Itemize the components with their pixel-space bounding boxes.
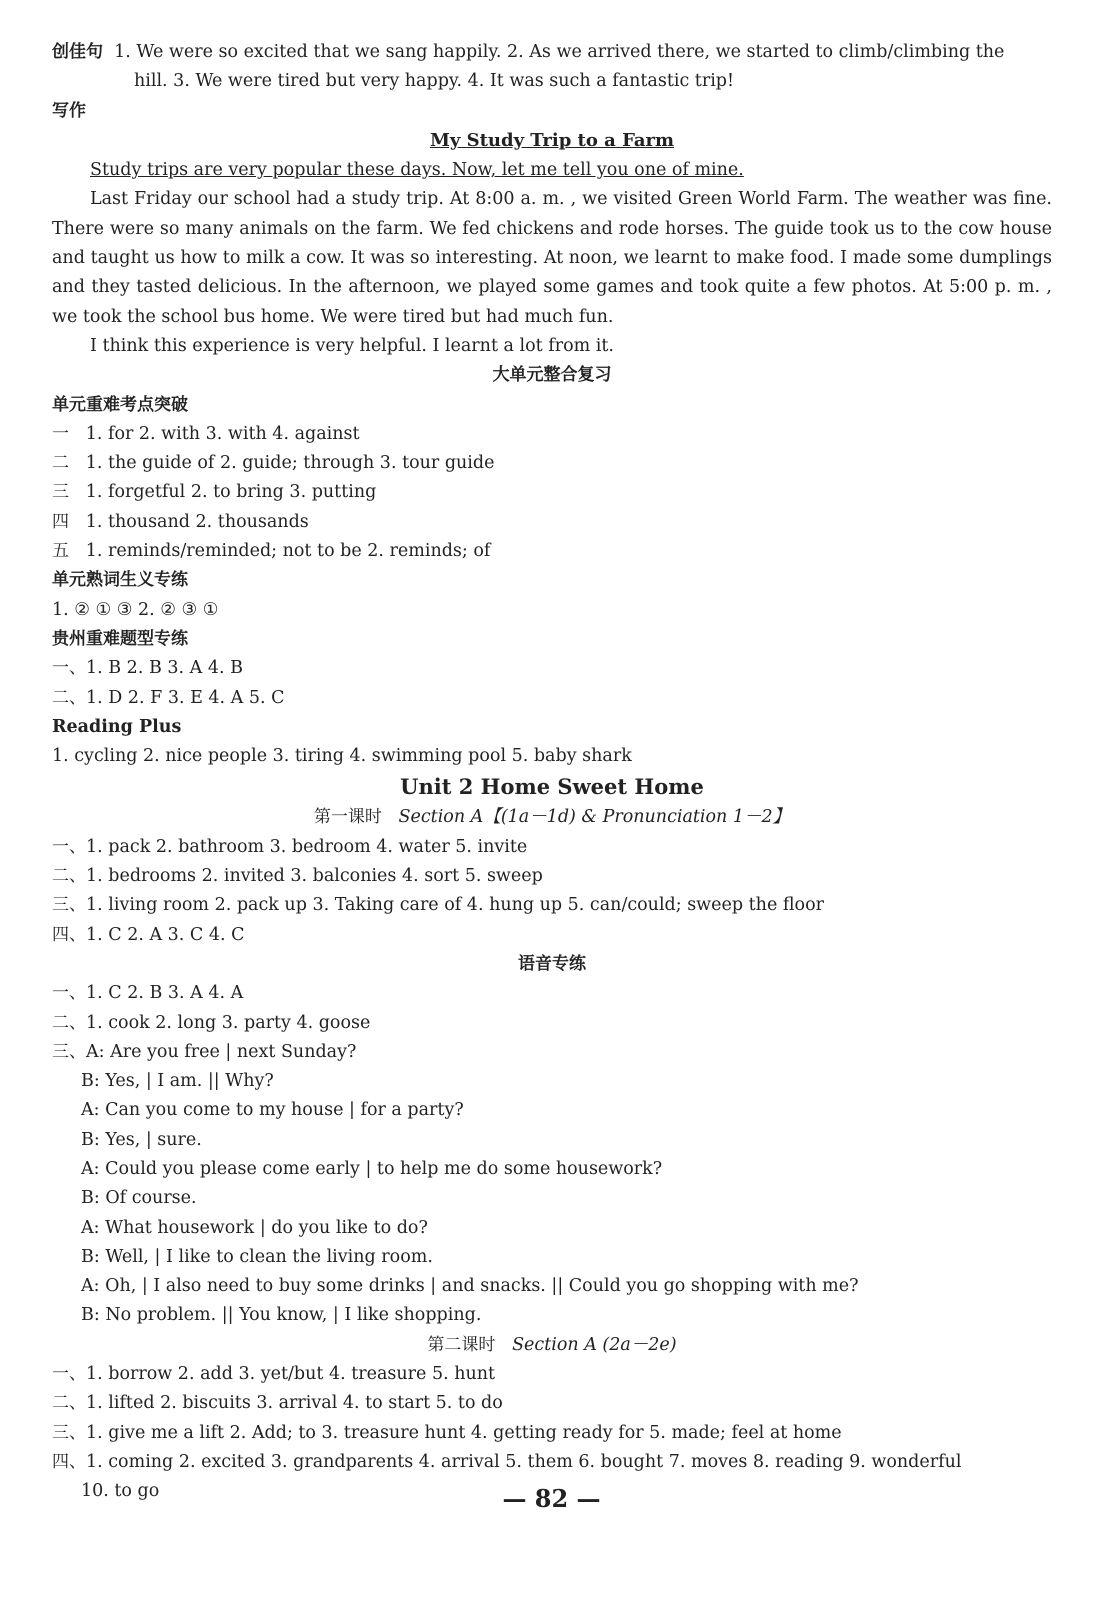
- dialogue-text: A: Are you free | next Sunday?: [86, 1041, 357, 1062]
- essay-intro: Study trips are very popular these days. Now, let me tell you one of mine.: [90, 160, 744, 181]
- row-label: 一: [52, 423, 69, 444]
- row-answers: 1. coming 2. excited 3. grandparents 4. arrival 5. them 6. bought 7. moves 8. reading 9. wonderful: [86, 1451, 962, 1472]
- row-label: 二、: [52, 1012, 86, 1033]
- unit-title: Unit 2 Home Sweet Home: [400, 774, 704, 800]
- essay-intro-line: [52, 156, 1052, 185]
- row-answers: 1. cook 2. long 3. party 4. goose: [86, 1012, 371, 1033]
- row-label: 二、: [52, 687, 86, 708]
- essay-paragraph-2: I think this experience is very helpful. I learnt a lot from it.: [90, 335, 614, 356]
- writing-label-line: [52, 97, 1052, 126]
- row-answers: 1. borrow 2. add 3. yet/but 4. treasure 5. hunt: [86, 1364, 496, 1385]
- review-row: [52, 654, 1052, 683]
- row-label: 五: [52, 541, 69, 562]
- dialogue-line: A: Can you come to my house | for a party?: [81, 1100, 464, 1121]
- review-section-3-title: 贵州重难题型专练: [52, 628, 188, 649]
- dialogue-line: [52, 1038, 1052, 1067]
- writing-label: 写作: [52, 100, 86, 121]
- dialogue-line: B: Yes, | I am. || Why?: [81, 1071, 274, 1092]
- row-label: 三、: [52, 1041, 86, 1062]
- lesson-row: [52, 891, 1052, 920]
- row-answers: 1. B 2. B 3. A 4. B: [86, 658, 243, 679]
- lesson-row: [52, 833, 1052, 862]
- row-answers: 1. forgetful 2. to bring 3. putting: [85, 482, 377, 503]
- lesson-row: [52, 921, 1052, 950]
- page-number: — 82 —: [502, 1484, 601, 1513]
- essay-title-line: [52, 126, 1052, 156]
- lesson-2-section: Section A (2a－2e): [512, 1334, 677, 1355]
- row-label: 三、: [52, 1422, 86, 1443]
- chuangjiaju-label: 创佳句: [52, 42, 103, 62]
- phonics-row: [52, 1009, 1052, 1038]
- lesson-1-heading: [52, 803, 1052, 832]
- dialogue-line: A: What housework | do you like to do?: [81, 1217, 428, 1238]
- row-label: 一、: [52, 983, 86, 1004]
- row-answers: 1. thousand 2. thousands: [85, 511, 309, 532]
- row-label: 二: [52, 453, 69, 474]
- row-answers: 1. D 2. F 3. E 4. A 5. C: [86, 687, 285, 708]
- review-section-1-title: 单元重难考点突破: [52, 394, 188, 415]
- row-answers: 1. for 2. with 3. with 4. against: [85, 423, 360, 444]
- lesson-row: [52, 1389, 1052, 1418]
- chuangjiaju-line-1: [52, 38, 1052, 67]
- review-row: [52, 684, 1052, 713]
- row-answers: 1. give me a lift 2. Add; to 3. treasure hunt 4. getting ready for 5. made; feel at home: [86, 1422, 842, 1443]
- lesson-row: [52, 862, 1052, 891]
- dialogue-line: A: Oh, | I also need to buy some drinks | and snacks. || Could you go shopping with me?: [81, 1276, 859, 1297]
- dialogue-line: B: No problem. || You know, | I like shopping.: [81, 1305, 482, 1326]
- row-label: 三: [52, 482, 69, 503]
- row-answers: 1. pack 2. bathroom 3. bedroom 4. water 5. invite: [86, 836, 528, 857]
- row-label: 二、: [52, 1393, 86, 1414]
- review-row-2: 1. ② ① ③ 2. ② ③ ①: [52, 599, 219, 620]
- lesson-row: [52, 1419, 1052, 1448]
- row-label: 四: [52, 511, 69, 532]
- lesson-1-label: 第一课时: [313, 807, 382, 828]
- row-label: 三、: [52, 895, 86, 916]
- review-section-4: [52, 713, 1052, 742]
- row-label: 四、: [52, 924, 86, 945]
- review-heading: 大单元整合复习: [492, 365, 612, 386]
- review-row: [52, 537, 1052, 566]
- row-answers: 1. bedrooms 2. invited 3. balconies 4. sort 5. sweep: [86, 866, 543, 887]
- dialogue-line: A: Could you please come early | to help me do some housework?: [81, 1158, 663, 1179]
- review-section-1: [52, 391, 1052, 420]
- lesson-2-label: 第二课时: [427, 1334, 496, 1355]
- row-answers: 1. living room 2. pack up 3. Taking care of 4. hung up 5. can/could; sweep the floor: [86, 895, 824, 916]
- unit-title-line: [52, 771, 1052, 803]
- chuangjiaju-line-2: [52, 67, 1052, 96]
- chuangjiaju-text-2: hill. 3. We were tired but very happy. 4. It was such a fantastic trip!: [134, 71, 735, 92]
- dialogue-line: B: Well, | I like to clean the living room.: [81, 1246, 433, 1267]
- review-section-2-title: 单元熟词生义专练: [52, 570, 188, 591]
- dialogue-line: B: Yes, | sure.: [81, 1129, 202, 1150]
- review-row: [52, 420, 1052, 449]
- essay-title: My Study Trip to a Farm: [429, 129, 675, 151]
- phonics-heading-line: [52, 950, 1052, 979]
- row-answers: 1. the guide of 2. guide; through 3. tour guide: [85, 453, 495, 474]
- lesson-row: [52, 1360, 1052, 1389]
- row-answers: 1. reminds/reminded; not to be 2. reminds; of: [85, 541, 491, 562]
- row-label: 二、: [52, 866, 86, 887]
- row-label: 四、: [52, 1451, 86, 1472]
- row-answers: 1. C 2. A 3. C 4. C: [86, 924, 245, 945]
- row-label: 一、: [52, 1364, 86, 1385]
- reading-plus-title: Reading Plus: [52, 716, 182, 737]
- lesson-2-heading: [52, 1331, 1052, 1360]
- answer-page: [52, 38, 1052, 1507]
- row-answers: 1. C 2. B 3. A 4. A: [86, 983, 244, 1004]
- review-row: [52, 478, 1052, 507]
- lesson-row: [52, 1448, 1052, 1477]
- lesson-row-continuation: 10. to go: [81, 1481, 160, 1502]
- review-section-3: [52, 625, 1052, 654]
- review-row: [52, 508, 1052, 537]
- essay-paragraph-1: Last Friday our school had a study trip. At 8:00 a. m. , we visited Green World Farm. The weather was fine. There were so many animals on the farm. We fed chickens and rode horses. The guide took us to the cow house and taught us how to milk a cow. It was so interesting. At noon, we learnt to make food. I made some dumplings and they tasted delicious. In the afternoon, we played some games and took quite a few photos. At 5:00 p. m. , we took the school bus home. We were tired but had much fun.: [52, 189, 1052, 327]
- phonics-heading: 语音专练: [518, 953, 586, 974]
- chuangjiaju-text-1: 1. We were so excited that we sang happily. 2. As we arrived there, we started to climb/climbing the: [114, 42, 1005, 62]
- dialogue-line: B: Of course.: [81, 1188, 197, 1209]
- row-label: 一、: [52, 836, 86, 857]
- phonics-row: [52, 979, 1052, 1008]
- reading-plus-row: 1. cycling 2. nice people 3. tiring 4. swimming pool 5. baby shark: [52, 746, 632, 767]
- review-section-2: [52, 566, 1052, 595]
- review-heading-line: [52, 361, 1052, 390]
- review-row: [52, 449, 1052, 478]
- lesson-1-section: Section A【(1a－1d) & Pronunciation 1－2】: [398, 807, 791, 828]
- row-label: 一、: [52, 658, 86, 679]
- row-answers: 1. lifted 2. biscuits 3. arrival 4. to start 5. to do: [86, 1393, 503, 1414]
